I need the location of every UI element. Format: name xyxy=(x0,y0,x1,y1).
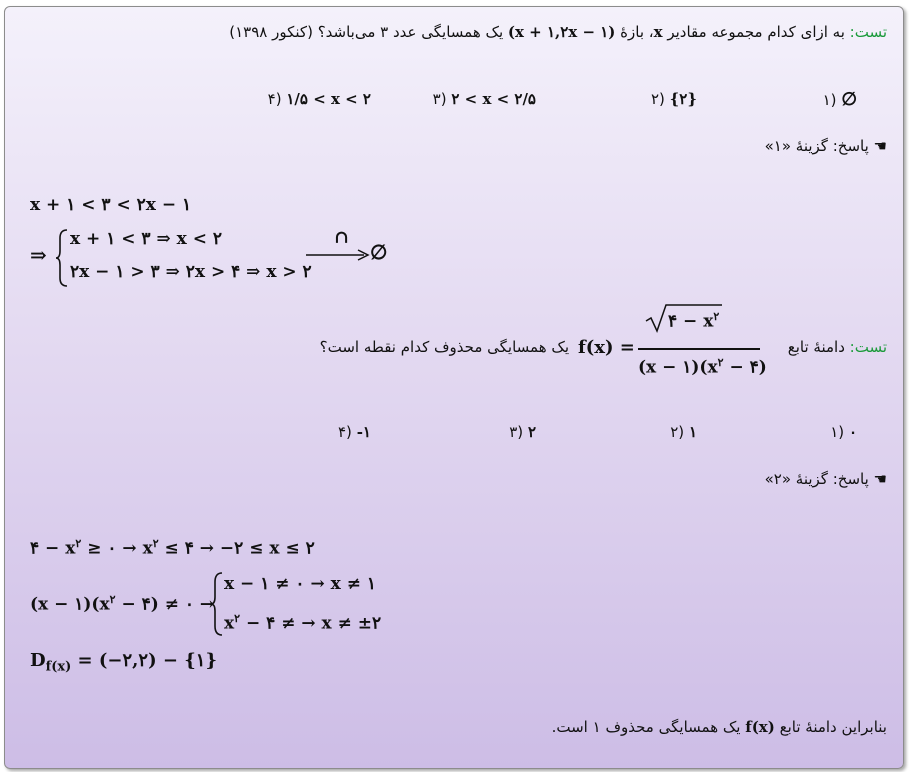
q1-option-1[interactable]: ۱) ∅ xyxy=(822,89,857,110)
arrow-icon xyxy=(306,249,370,261)
q2-option-4[interactable]: ۴) -۱ xyxy=(338,423,371,441)
left-brace-icon xyxy=(55,229,69,287)
q2-answer: ☚ پاسخ: گزینهٔ «۲» xyxy=(764,470,887,488)
domain-result: $D_{f(x)}$ = (−۲,۲) − {۱} xyxy=(30,650,218,675)
q1-option-2[interactable]: ۲) {۲} xyxy=(650,90,697,108)
q2-case-2: $x^۲$ − ۴ ≠ → x ≠ ±۲ xyxy=(224,612,382,634)
q1-implies: ⇒ xyxy=(30,243,47,267)
fraction-bar xyxy=(638,348,760,350)
question-2 xyxy=(788,338,887,356)
q1-text-a: به ازای کدام مجموعه مقادیر xyxy=(662,23,850,41)
q1-solution-line-1: x + ۱ < ۳ < ۲x − ۱ xyxy=(30,195,192,215)
q1-text-b: ، بازهٔ xyxy=(615,23,654,41)
q2-solution-line-2: $(x - ۱)(x^۲$ − ۴) ≠ ۰ → xyxy=(30,593,215,615)
question-label: تست: xyxy=(849,338,887,356)
pointing-hand-icon: ☚ xyxy=(873,470,887,488)
conclusion: بنابراین دامنهٔ تابع f(x) یک همسایگی محذوف ۱ است. xyxy=(551,718,887,736)
q1-text-c: یک همسایگی عدد ۳ می‌باشد؟ (کنکور ۱۳۹۸) xyxy=(229,23,508,41)
question-label: تست: xyxy=(849,23,887,41)
q1-option-3[interactable]: ۳) ۲ < x < ۲/۵ xyxy=(432,90,536,108)
function-name: f(x) = xyxy=(578,337,635,358)
q2-text-b: یک همسایگی محذوف کدام نقطه است؟ xyxy=(319,338,569,356)
q1-option-4[interactable]: ۴) ۱/۵ < x < ۲ xyxy=(267,90,371,108)
fraction-denominator: $(x - ۱)(x^۲$ − ۴) xyxy=(638,356,767,378)
question-1 xyxy=(229,23,887,41)
fraction-numerator: ۴ − $x^۲$ xyxy=(668,310,720,332)
q1-system-line-2: ۲x − ۱ > ۳ ⇒ ۲x > ۴ ⇒ x > ۲ xyxy=(70,262,312,282)
left-brace-icon xyxy=(210,572,224,636)
q1-var: x xyxy=(653,23,663,41)
q1-system-line-1: x + ۱ < ۳ ⇒ x < ۲ xyxy=(70,229,222,249)
q2-option-1[interactable]: ۱) ۰ xyxy=(830,423,857,441)
empty-set-symbol: ∅ xyxy=(370,240,388,264)
intersection-symbol: ∩ xyxy=(334,227,350,248)
q2-text-a: دامنهٔ تابع xyxy=(787,338,850,356)
q2-case-1: x − ۱ ≠ ۰ → x ≠ ۱ xyxy=(224,574,376,594)
q2-option-3[interactable]: ۳) ۲ xyxy=(509,423,536,441)
q2-solution-line-1: ۴ − $x^۲$ ≥ ۰ → $x^۲$ ≤ ۴ → −۲ ≤ x ≤ ۲ xyxy=(30,537,315,559)
pointing-hand-icon: ☚ xyxy=(873,137,887,155)
q2-option-2[interactable]: ۲) ۱ xyxy=(670,423,697,441)
q1-answer: ☚ پاسخ: گزینهٔ «۱» xyxy=(764,137,887,155)
q1-interval: (x + ۱,۲x − ۱) xyxy=(507,23,616,41)
